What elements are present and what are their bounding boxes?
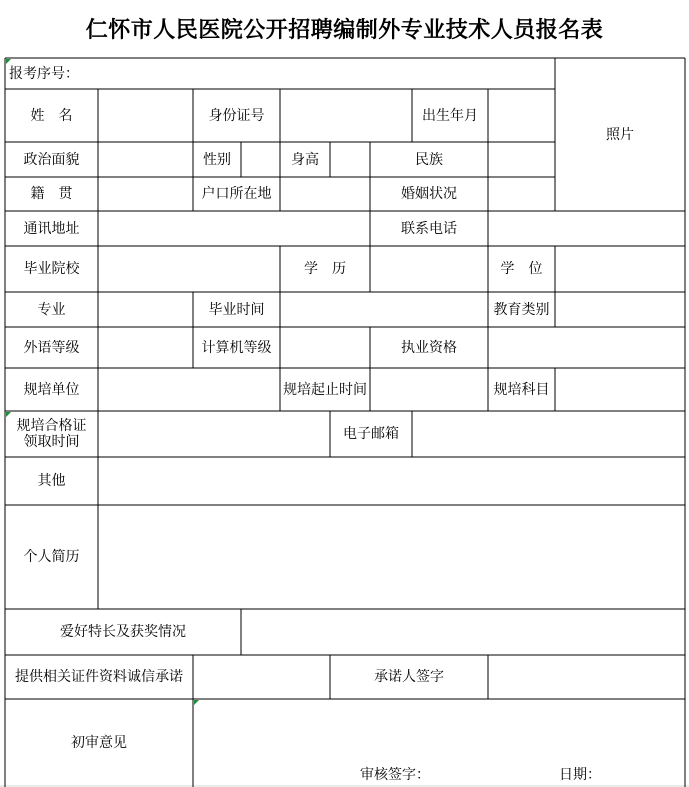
name-label: 姓 名 [30, 107, 73, 124]
school-field[interactable] [99, 247, 279, 291]
birth-date-field[interactable] [489, 90, 554, 141]
email-label: 电子邮箱 [343, 426, 399, 442]
gender-field[interactable] [242, 143, 279, 176]
gender-label: 性别 [203, 151, 231, 168]
serial-number-label: 报考序号： [9, 65, 79, 82]
pledger-signature-label: 承诺人签字 [374, 669, 444, 685]
native-place-field[interactable] [99, 178, 192, 210]
height-label: 身高 [291, 151, 319, 168]
ethnicity-label: 民族 [415, 151, 443, 168]
serial-number-field[interactable] [110, 59, 554, 88]
license-label: 执业资格 [401, 339, 457, 356]
education-type-field[interactable] [556, 293, 684, 326]
training-period-label: 规培起止时间 [283, 381, 367, 398]
resume-label: 个人简历 [23, 549, 80, 565]
computer-level-label: 计算机等级 [201, 339, 272, 356]
education-label: 学 历 [304, 261, 346, 277]
id-number-field[interactable] [281, 90, 411, 141]
political-status-label: 政治面貌 [23, 151, 80, 168]
native-place-label: 籍 贯 [30, 186, 73, 202]
address-field[interactable] [99, 212, 369, 245]
pledger-signature-field[interactable] [489, 656, 684, 698]
integrity-pledge-field[interactable] [194, 656, 329, 698]
photo-label: 照片 [606, 126, 634, 143]
hobbies-awards-label: 爱好特长及获奖情况 [60, 624, 186, 640]
preliminary-review-field[interactable] [194, 700, 684, 760]
address-label: 通讯地址 [23, 220, 80, 237]
training-cert-time-field[interactable] [99, 412, 329, 456]
ethnicity-field[interactable] [489, 143, 554, 176]
school-label: 毕业院校 [23, 261, 80, 277]
training-cert-label-line1: 规培合格证 [16, 418, 87, 434]
reviewer-signature-label: 审核签字： [360, 767, 430, 783]
height-field[interactable] [331, 143, 369, 176]
form-title: 仁怀市人民医院公开招聘编制外专业技术人员报名表 [85, 18, 604, 43]
training-unit-label: 规培单位 [23, 381, 80, 398]
other-field[interactable] [99, 458, 684, 504]
license-field[interactable] [489, 328, 684, 367]
other-label: 其他 [37, 473, 66, 489]
training-unit-field[interactable] [99, 369, 279, 410]
computer-level-field[interactable] [281, 328, 369, 367]
foreign-language-field[interactable] [99, 328, 192, 367]
graduation-time-label: 毕业时间 [208, 301, 265, 318]
marital-status-field[interactable] [489, 178, 554, 210]
integrity-pledge-label: 提供相关证件资料诚信承诺 [15, 669, 183, 685]
training-cert-label-line2: 领取时间 [23, 434, 80, 450]
phone-label: 联系电话 [401, 220, 457, 237]
birth-date-label: 出生年月 [422, 107, 478, 124]
training-subject-label: 规培科目 [493, 381, 550, 398]
education-field[interactable] [371, 247, 487, 291]
hobbies-awards-field[interactable] [242, 610, 684, 654]
review-date-label: 日期： [559, 767, 601, 783]
training-cert-time-label [5, 411, 98, 457]
hukou-label: 户口所在地 [201, 186, 272, 202]
hukou-field[interactable] [281, 178, 369, 210]
degree-field[interactable] [556, 247, 684, 291]
phone-field[interactable] [489, 212, 684, 245]
foreign-language-label: 外语等级 [23, 339, 80, 356]
name-field[interactable] [99, 90, 192, 141]
degree-label: 学 位 [500, 261, 543, 277]
political-status-field[interactable] [99, 143, 192, 176]
id-number-label: 身份证号 [208, 107, 265, 124]
email-field[interactable] [413, 412, 684, 456]
marital-status-label: 婚姻状况 [401, 186, 457, 202]
graduation-time-field[interactable] [281, 293, 487, 326]
resume-field[interactable] [99, 506, 684, 608]
major-label: 专业 [37, 301, 66, 318]
preliminary-review-label: 初审意见 [71, 735, 127, 751]
education-type-label: 教育类别 [493, 301, 550, 318]
major-field[interactable] [99, 293, 192, 326]
training-period-field[interactable] [371, 369, 487, 410]
training-subject-field[interactable] [556, 369, 684, 410]
